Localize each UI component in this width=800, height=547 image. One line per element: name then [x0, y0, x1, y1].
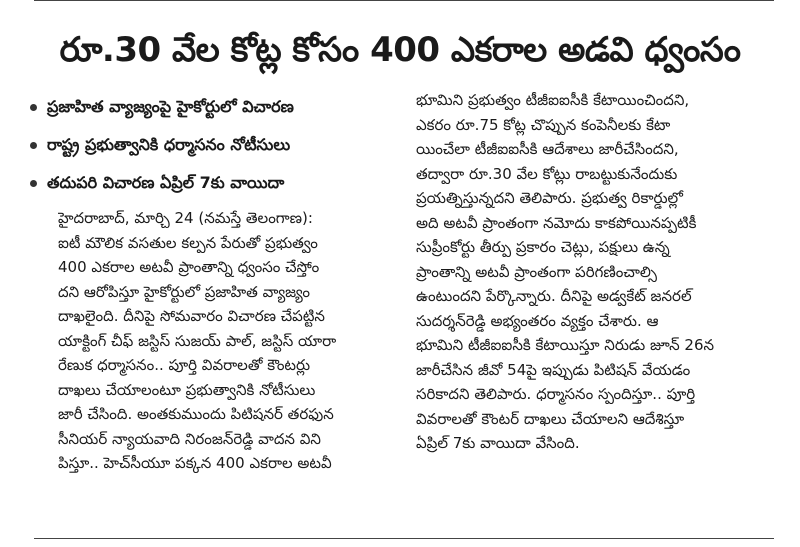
article-line: రేణుక ధర్మాసనం.. పూర్తి వివరాలతో కౌంటర్లు	[58, 356, 311, 374]
article-line: 400 ఎకరాల అటవీ ప్రాంతాన్ని ధ్వంసం చేస్తోం	[58, 258, 320, 276]
bottom-rule	[34, 538, 774, 539]
article-line: జారీచేసిన జీవో 54పై ఇప్పుడు పిటిషన్ వేయడం	[416, 360, 691, 379]
article-line: ఐటీ మౌలిక వసతుల కల్పన పేరుతో ప్రభుత్వం	[58, 233, 318, 252]
bullet-icon	[30, 142, 37, 149]
article-line: పిస్తూ.. హెచ్‌సీయూ పక్కన 400 ఎకరాల అటవీ	[58, 454, 332, 472]
article-line: ఎకరం రూ.75 కోట్ల చొప్పున కంపెనీలకు కేటా	[416, 115, 671, 134]
headline: రూ.30 వేల కోట్ల కోసం 400 ఎకరాల అడవి ధ్వంసం	[59, 30, 741, 70]
article-line: దని ఆరోపిస్తూ హైకోర్టులో ప్రజాహిత వ్యాజ్యం	[58, 282, 311, 301]
article-line: ఉంటుందని పేర్కొన్నారు. దీనిపై అడ్వకేట్ జనరల్	[416, 287, 692, 305]
bullet-icon	[30, 104, 37, 111]
article-line: జారీ చేసింది. అంతకుముందు పిటిషనర్ తరఫున	[58, 405, 334, 423]
article-line: దాఖలు చేయాలంటూ ప్రభుత్వానికి నోటీసులు	[58, 380, 316, 399]
highlight-item	[30, 166, 284, 200]
article-line: యించేలా టీజీఐఐసీకి ఆదేశాలు జారీచేసిందని,	[416, 140, 679, 158]
article-line: సుదర్శన్‌రెడ్డి అభ్యంతరం వ్యక్తం చేశారు. ఆ	[416, 311, 659, 330]
article-line: భూమిని టీజీఐఐసీకి కేటాయిస్తూ నిరుడు జూన్ 26న	[416, 336, 715, 354]
article-line: ప్రయత్నిస్తున్నదని తెలిపారు. ప్రభుత్వ రికార్డుల్లో	[416, 189, 683, 207]
top-rule	[34, 0, 774, 1]
article-line: అది అటవీ ప్రాంతంగా నమోదు కాకపోయినప్పటికీ	[416, 213, 697, 232]
article-line: ఏప్రిల్ 7కు వాయిదా వేసింది.	[416, 434, 580, 452]
article-line: భూమిని ప్రభుత్వం టీజీఐఐసీకి కేటాయించిందని,	[416, 91, 690, 109]
article-line: దాఖలైంది. దీనిపై సోమవారం విచారణ చేపట్టిన	[58, 307, 325, 325]
article-line: హైదరాబాద్, మార్చి 24 (నమస్తే తెలంగాణ):	[58, 209, 313, 227]
article-line: తద్వారా రూ.30 వేల కోట్లు రాబట్టుకునేందుకు	[416, 164, 678, 183]
highlight-item	[30, 128, 290, 162]
article-line: సుప్రీంకోర్టు తీర్పు ప్రకారం చెట్లు, పక్షులు ఉన్న	[416, 238, 670, 256]
bullet-icon	[30, 180, 37, 187]
article-left-column	[58, 206, 408, 476]
highlight-item	[30, 90, 294, 124]
highlight-text: తదుపరి విచారణ ఏప్రిల్ 7కు వాయిదా	[47, 173, 285, 192]
article-line: ప్రాంతాన్ని అటవీ ప్రాంతంగా పరిగణించాల్సి	[416, 262, 657, 281]
article-right-column	[416, 88, 774, 456]
article-line: యాక్టింగ్ చీఫ్ జస్టిస్ సుజయ్ పాల్, జస్టిస్ యారా	[58, 331, 337, 350]
article-line: సీనియర్ న్యాయవాది నిరంజన్‌రెడ్డి వాదన విని	[58, 429, 321, 448]
article-line: సరికాదని తెలిపారు. ధర్మాసనం స్పందిస్తూ.. పూర్తి	[416, 385, 696, 403]
article-line: వివరాలతో కౌంటర్ దాఖలు చేయాలని ఆదేశిస్తూ	[416, 409, 685, 428]
highlight-text: రాష్ట్ర ప్రభుత్వానికి ధర్మాసనం నోటీసులు	[47, 135, 291, 154]
highlight-text: ప్రజాహిత వ్యాజ్యంపై హైకోర్టులో విచారణ	[47, 97, 294, 116]
